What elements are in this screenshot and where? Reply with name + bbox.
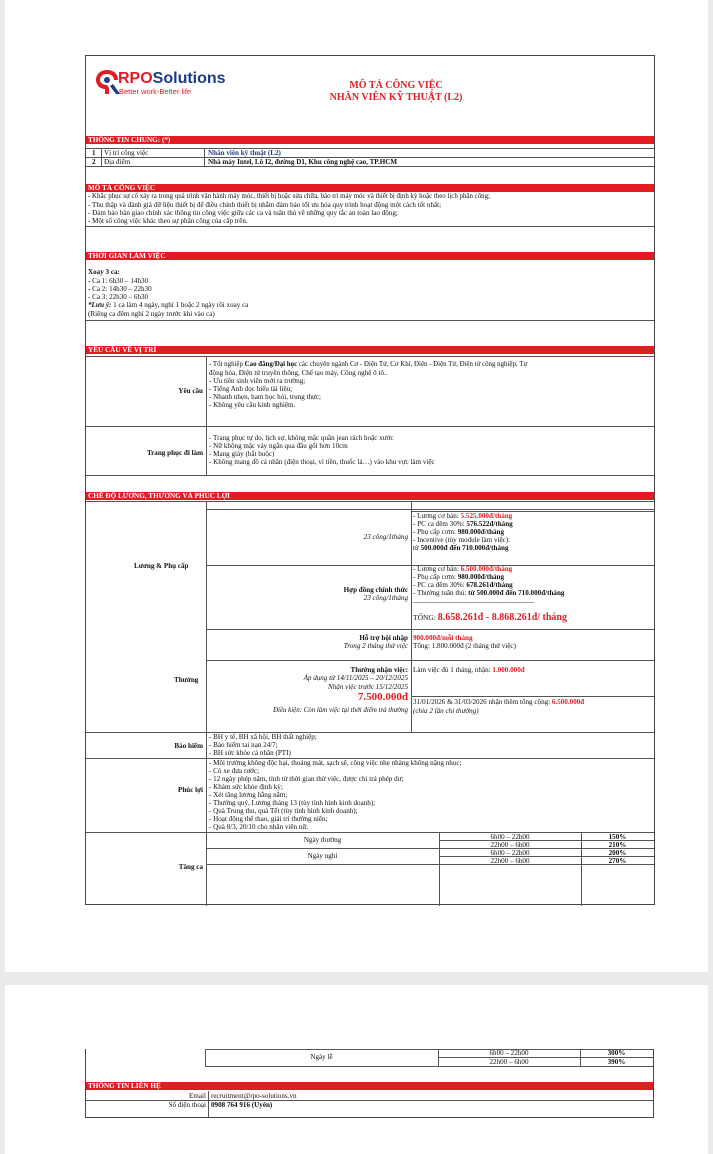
contact-email[interactable]: recruitment@rpo-solutions.vn — [211, 1092, 297, 1100]
position-value: Nhân viên kỹ thuật (L2) — [208, 149, 281, 157]
overtime-time: 6h00 – 22h00 — [490, 833, 530, 841]
overtime-rate: 200% — [608, 849, 627, 857]
section-description-header: MÔ TẢ CÔNG VIỆC — [86, 184, 654, 192]
general-row-no: 1 — [92, 149, 96, 157]
overtime-time: 6h00 – 22h00 — [490, 849, 530, 857]
overtime-day-type: Ngày nghỉ — [307, 852, 338, 860]
list-item: - Ưu tiên sinh viên mới ra trường; — [209, 377, 306, 385]
list-item: - PC ca đêm 30%: 576.522đ/tháng — [413, 520, 513, 528]
dress-code-label: Trang phục đi làm — [146, 449, 203, 457]
requirements-label: Yêu cầu — [178, 387, 203, 395]
list-item: - BH sức khỏe cá nhân (PTI) — [209, 749, 291, 757]
list-item: - Xét tăng lương hằng năm; — [209, 791, 288, 799]
contract-label: Hợp đồng chính thức — [343, 586, 408, 594]
location-value: Nhà máy Intel, Lô I2, đường D1, Khu công nghệ cao, TP.HCM — [208, 158, 398, 166]
list-item: - Quà Trung thu, quà Tết (tùy tình hình kinh doanh); — [209, 807, 358, 815]
company-logo — [94, 68, 244, 100]
insurance-label: Bảo hiểm — [174, 742, 203, 750]
overtime-rate: 300% — [607, 1049, 626, 1057]
worktime-title: Xoay 3 ca: — [88, 268, 120, 276]
logo-brand-prefix: RPO — [118, 70, 153, 87]
list-item: - Quà 8/3, 20/10 cho nhân viên nữ. — [209, 823, 309, 831]
list-item: - Môi trường không độc hại, thoáng mát, sạch sẽ, công việc nhẹ nhàng không nặng nhọc; — [209, 759, 462, 767]
list-item: - 12 ngày phép năm, tính từ thời gian thử việc, được chi trả phép dư; — [209, 775, 404, 783]
list-item: - Tiếng Anh đọc hiểu tài liệu; — [209, 385, 293, 393]
onboarding-value: 900.000đ/mỗi tháng — [413, 634, 473, 642]
bonus-condition: Điều kiện: Còn làm việc tại thời điểm trả thưởng — [273, 707, 408, 714]
list-item: - Mang giày (bắt buộc) — [209, 450, 275, 458]
contact-email-label: Email — [189, 1092, 206, 1100]
list-item: - Phụ cấp cơm: 980.000đ/tháng — [413, 573, 505, 581]
list-item: - Incentive (tùy module làm việc): — [413, 536, 511, 544]
onboarding-total: Tổng: 1.800.000đ (2 tháng thử việc) — [413, 642, 516, 650]
list-item: - Có xe đưa rước; — [209, 767, 260, 775]
bonus-installments-note: (chia 2 lần chi thưởng) — [413, 707, 479, 715]
list-item: - Không mang đồ cá nhân (điện thoại, ví tiền, thuốc lá…) vào khu vực làm việc — [209, 458, 435, 466]
overtime-rate: 210% — [608, 841, 627, 849]
salary-label: Lương & Phụ cấp — [134, 562, 189, 570]
list-item: - Ca 1: 6h30 – 14h30 — [88, 277, 149, 285]
overtime-time: 22h00 – 6h00 — [490, 857, 530, 865]
overtime-rate: 150% — [608, 833, 627, 841]
list-item: - Thu thập và đánh giá dữ liệu thiết bị để điều chỉnh thiết bị nhằm đảm bảo tối ưu hóa quy trình hoạt động một cách tốt nhất; — [88, 201, 442, 209]
worktime-note-2: (Riêng ca đêm nghỉ 2 ngày trước khi vào ca) — [88, 310, 215, 318]
bonus-amount: 7.500.000đ — [357, 691, 408, 703]
bonus-title: Thưởng nhận việc: — [350, 666, 408, 674]
general-row-label: Địa điểm — [104, 158, 131, 166]
job-description-sheet — [85, 55, 655, 905]
section-general-header: THÔNG TIN CHUNG: (*) — [86, 136, 654, 144]
list-item: - Hoạt động thể thao, giải trí thường niên; — [209, 815, 328, 823]
list-item: từ 500.000đ đến 710.000đ/tháng — [413, 544, 509, 552]
overtime-day-type: Ngày lễ — [310, 1053, 333, 1061]
overtime-rate: 270% — [608, 857, 627, 865]
title-line-2: NHÂN VIÊN KỸ THUẬT (L2) — [329, 92, 463, 103]
section-requirements-header: YÊU CẦU VỀ VỊ TRÍ — [86, 346, 654, 354]
holiday-overtime-table — [85, 1049, 655, 1084]
bonus-installments: 31/01/2026 & 31/03/2026 nhận thêm tổng cộng: 6.500.000đ — [413, 698, 585, 706]
worktime-note: *Lưu ý: 1 ca làm 4 ngày, nghỉ 1 hoặc 2 ngày rồi xoay ca — [88, 301, 249, 309]
list-item: - Thưởng quý, Lương tháng 13 (tùy tình hình kinh doanh); — [209, 799, 376, 807]
list-item: - Trang phục tự do, lịch sự, không mặc quần jean rách hoặc xước — [209, 434, 394, 442]
overtime-label: Tăng ca — [178, 863, 203, 871]
overtime-time: 6h00 – 22h00 — [489, 1049, 529, 1057]
section-worktime-header: THỜI GIAN LÀM VIỆC — [86, 252, 654, 260]
list-item: - Ca 2: 14h30 – 22h30 — [88, 285, 152, 293]
requirement-degree: - Tốt nghiệp Cao đẳng/Đại học các chuyên ngành Cơ - Điện Tử, Cơ Khí, Điện - Điện Tử, Điện tử công nghiệp, Tự — [209, 361, 528, 368]
list-item: - Bảo hiểm tai nạn 24/7; — [209, 741, 278, 749]
bonus-deadline: Nhận việc trước 15/12/2025 — [328, 683, 408, 691]
contact-phone-label: Số điện thoại — [168, 1101, 206, 1109]
list-item: - Nhanh nhẹn, ham học hỏi, trung thực; — [209, 393, 322, 401]
list-item: - Khắc phục sự cố xảy ra trong quá trình vận hành máy móc, thiết bị hoặc sửa chữa, bảo trì máy móc và thiết bị định kỳ hoặc theo lịch phân công; — [88, 193, 490, 200]
document-page-2 — [5, 985, 708, 1154]
document-page-1 — [5, 0, 708, 972]
welfare-label: Phúc lợi — [177, 786, 203, 794]
list-item: - Ca 3: 22h30 – 6h30 — [88, 293, 149, 301]
section-contact-header: THÔNG TIN LIÊN HỆ — [86, 1082, 654, 1090]
contract-workdays: 23 công/1tháng — [363, 594, 408, 602]
list-item: - Khám sức khỏe định kỳ; — [209, 783, 283, 791]
list-item: - Lương cơ bản: 6.500.000đ/tháng — [413, 565, 513, 573]
probation-workdays: 23 công/1tháng — [363, 533, 408, 541]
list-item: - Không yêu cầu kinh nghiệm. — [209, 401, 296, 409]
list-item: - Lương cơ bản: 5.525.000đ/tháng — [413, 512, 513, 520]
list-item: - Phụ cấp cơm: 980.000đ/tháng — [413, 528, 505, 536]
salary-total: TỔNG: 8.658.261đ - 8.868.261đ/ tháng — [413, 612, 567, 623]
list-item: - Thưởng tuân thủ: từ 500.000đ đến 710.000đ/tháng — [413, 589, 565, 597]
list-item: động hóa, Điện tử truyền thông, Chế tạo máy, Công nghệ ô tô.. — [209, 369, 388, 377]
rpo-logo-icon — [94, 68, 120, 96]
title-line-1: MÔ TẢ CÔNG VIỆC — [349, 80, 443, 91]
overtime-time: 22h00 – 6h00 — [490, 841, 530, 849]
bonus-label: Thưởng — [174, 676, 199, 684]
bonus-apply-period: Áp dụng từ 14/11/2025 – 20/12/2025 — [303, 674, 408, 682]
logo-tagline: Better work-Better life — [119, 87, 192, 96]
list-item: - Nữ không mặc váy ngắn qua đầu gối hơn 10cm — [209, 442, 348, 450]
general-row-label: Vị trí công việc — [104, 149, 149, 157]
general-row-no: 2 — [92, 158, 96, 166]
list-item: - Đảm bảo bàn giao chính xác thông tin công việc giữa các ca và tuân thủ về những quy tắc an toàn lao động; — [88, 209, 398, 217]
logo-brand-suffix: Solutions — [152, 70, 226, 87]
onboarding-sub: Trong 2 tháng thử việc — [343, 642, 408, 650]
list-item: - Một số công việc khác theo sự phân công của cấp trên. — [88, 217, 248, 225]
page-title — [286, 80, 506, 104]
contact-section — [85, 1082, 655, 1118]
overtime-rate: 390% — [607, 1058, 626, 1066]
list-item: - BH y tế, BH xã hội, BH thất nghiệp; — [209, 733, 317, 741]
onboarding-label: Hỗ trợ hội nhập — [359, 634, 408, 642]
bonus-first-month: Làm việc đủ 1 tháng, nhận: 1.000.000đ — [413, 666, 525, 674]
contact-phone[interactable]: 0908 764 916 (Uyên) — [211, 1101, 273, 1109]
dashed-separator: ----------------------------------------------------------------- — [413, 599, 534, 606]
section-benefits-header: CHẾ ĐỘ LƯƠNG, THƯỞNG VÀ PHÚC LỢI — [86, 492, 654, 500]
overtime-time: 22h00 – 6h00 — [489, 1058, 529, 1066]
list-item: - PC ca đêm 30%: 678.261đ/tháng — [413, 581, 513, 589]
overtime-day-type: Ngày thường — [303, 836, 342, 844]
